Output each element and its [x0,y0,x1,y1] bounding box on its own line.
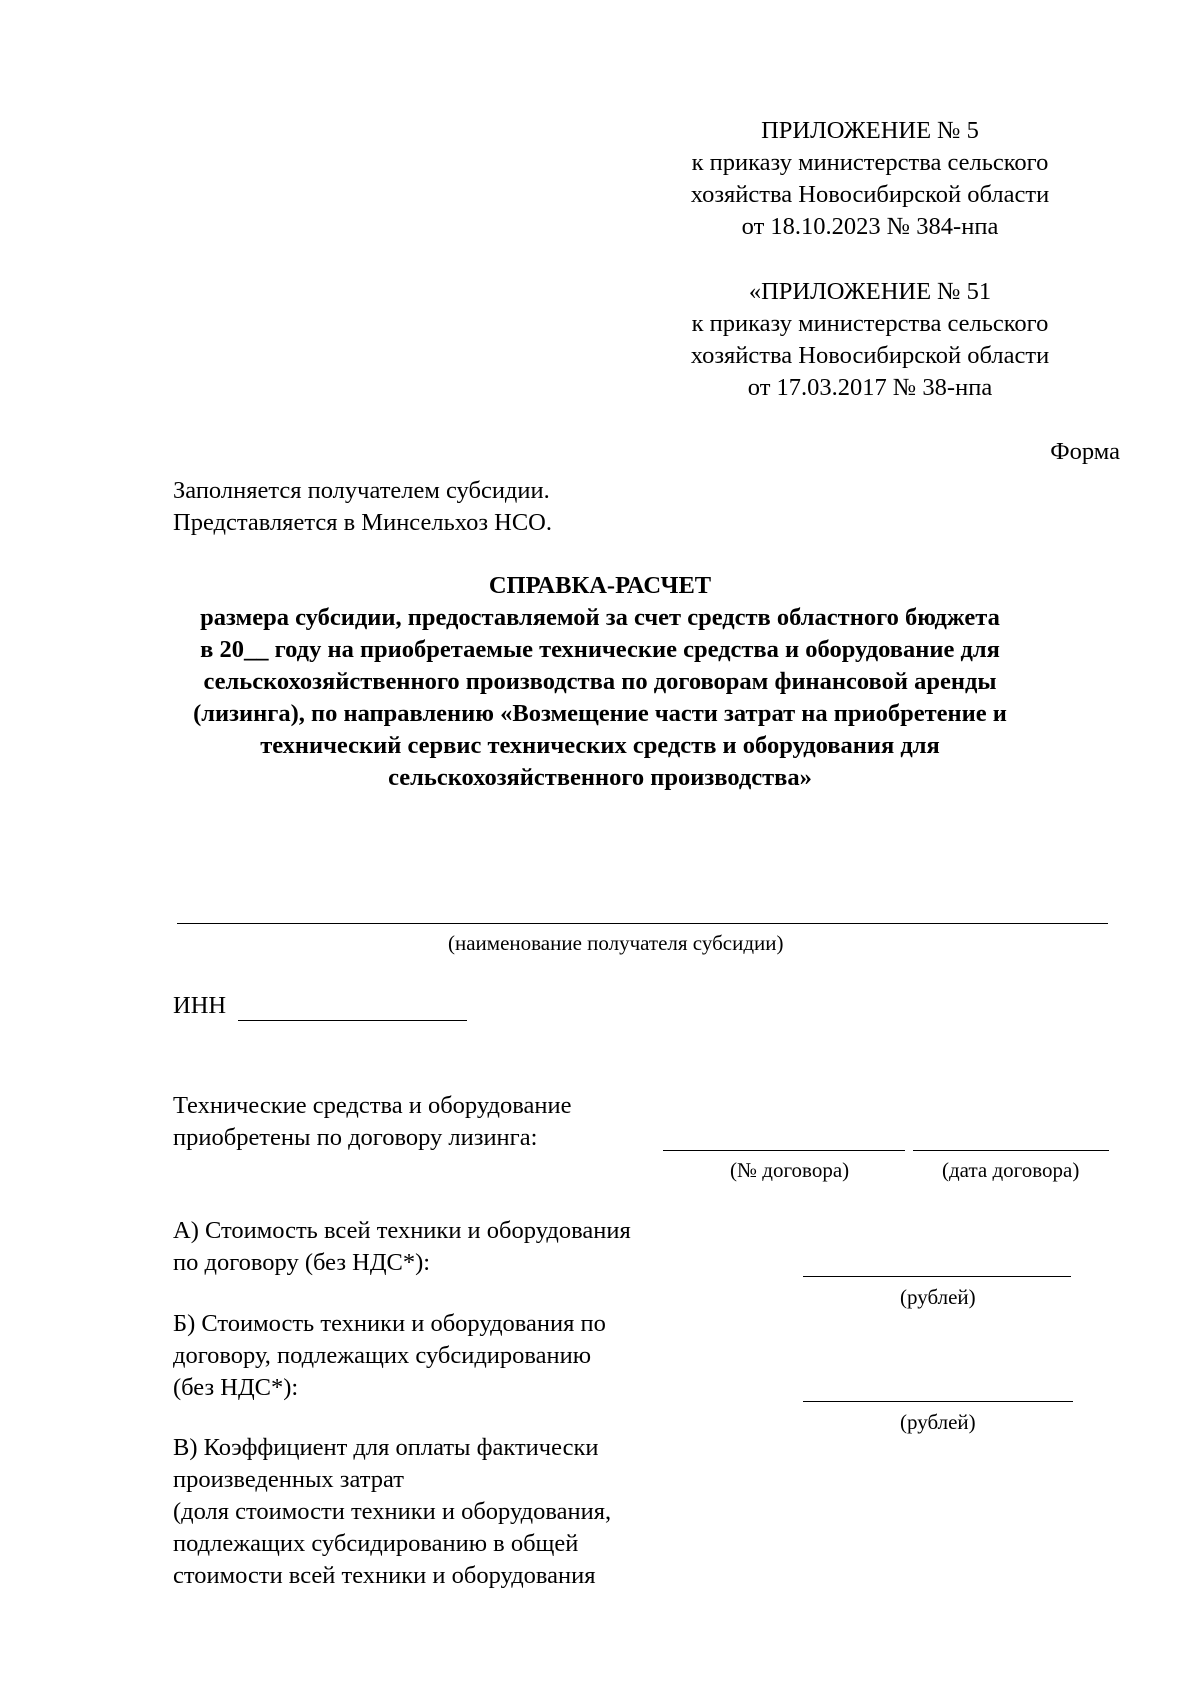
contract-date-field[interactable] [913,1150,1109,1151]
item-a-caption: (рублей) [900,1285,976,1309]
contract-label-line: приобретены по договору лизинга: [173,1124,538,1151]
appendix-original-header [660,276,1080,404]
item-c-line: произведенных затрат [173,1466,404,1493]
recipient-name-caption: (наименование получателя субсидии) [448,931,784,955]
appendix-title: ПРИЛОЖЕНИЕ № 5 [761,117,979,144]
item-a-label [173,1215,631,1279]
appendix-date: от 17.03.2017 № 38-нпа [747,374,993,401]
filling-note [173,475,552,539]
title-line: (лизинга), по направлению «Возмещение части затрат на приобретение и [193,700,1007,727]
item-b-line: договору, подлежащих субсидированию [173,1342,592,1369]
item-c-line: (доля стоимости техники и оборудования, [173,1498,612,1525]
appendix-current-header [660,115,1080,243]
appendix-line: хозяйства Новосибирской области [690,181,1050,208]
item-c-line: стоимости всей техники и оборудования [173,1562,596,1589]
item-a-line: А) Стоимость всей техники и оборудования [173,1217,631,1244]
contract-number-field[interactable] [663,1150,905,1151]
inn-field[interactable] [238,1020,467,1021]
item-b-caption: (рублей) [900,1410,976,1434]
contract-label-line: Технические средства и оборудование [173,1092,572,1119]
title-line: сельскохозяйственного производства по договорам финансовой аренды [203,668,997,695]
title-line: сельскохозяйственного производства» [388,764,812,791]
appendix-title: «ПРИЛОЖЕНИЕ № 51 [748,278,992,305]
note-line: Представляется в Минсельхоз НСО. [173,509,552,536]
item-a-field[interactable] [803,1276,1071,1277]
item-c-label [173,1432,611,1592]
item-b-line: (без НДС*): [173,1374,299,1401]
title-line: размера субсидии, предоставляемой за счет средств областного бюджета [200,604,1000,631]
contract-number-caption: (№ договора) [730,1158,850,1182]
inn-label: ИНН [173,992,227,1019]
appendix-line: к приказу министерства сельского [691,310,1049,337]
note-line: Заполняется получателем субсидии. [173,477,550,504]
recipient-name-field[interactable] [177,923,1108,924]
appendix-date: от 18.10.2023 № 384-нпа [741,213,999,240]
contract-label [173,1090,571,1154]
document-title [150,570,1050,794]
appendix-line: хозяйства Новосибирской области [690,342,1050,369]
contract-date-caption: (дата договора) [942,1158,1080,1182]
title-line: технический сервис технических средств и оборудования для [260,732,940,759]
title-heading: СПРАВКА-РАСЧЕТ [488,572,712,599]
item-c-line: подлежащих субсидированию в общей [173,1530,579,1557]
title-line: в 20__ году на приобретаемые технические средства и оборудование для [200,636,1000,663]
appendix-line: к приказу министерства сельского [691,149,1049,176]
item-a-line: по договору (без НДС*): [173,1249,431,1276]
item-b-label [173,1308,606,1404]
form-label: Форма [1050,438,1120,465]
item-c-line: В) Коэффициент для оплаты фактически [173,1434,599,1461]
item-b-line: Б) Стоимость техники и оборудования по [173,1310,606,1337]
item-b-field[interactable] [803,1401,1073,1402]
